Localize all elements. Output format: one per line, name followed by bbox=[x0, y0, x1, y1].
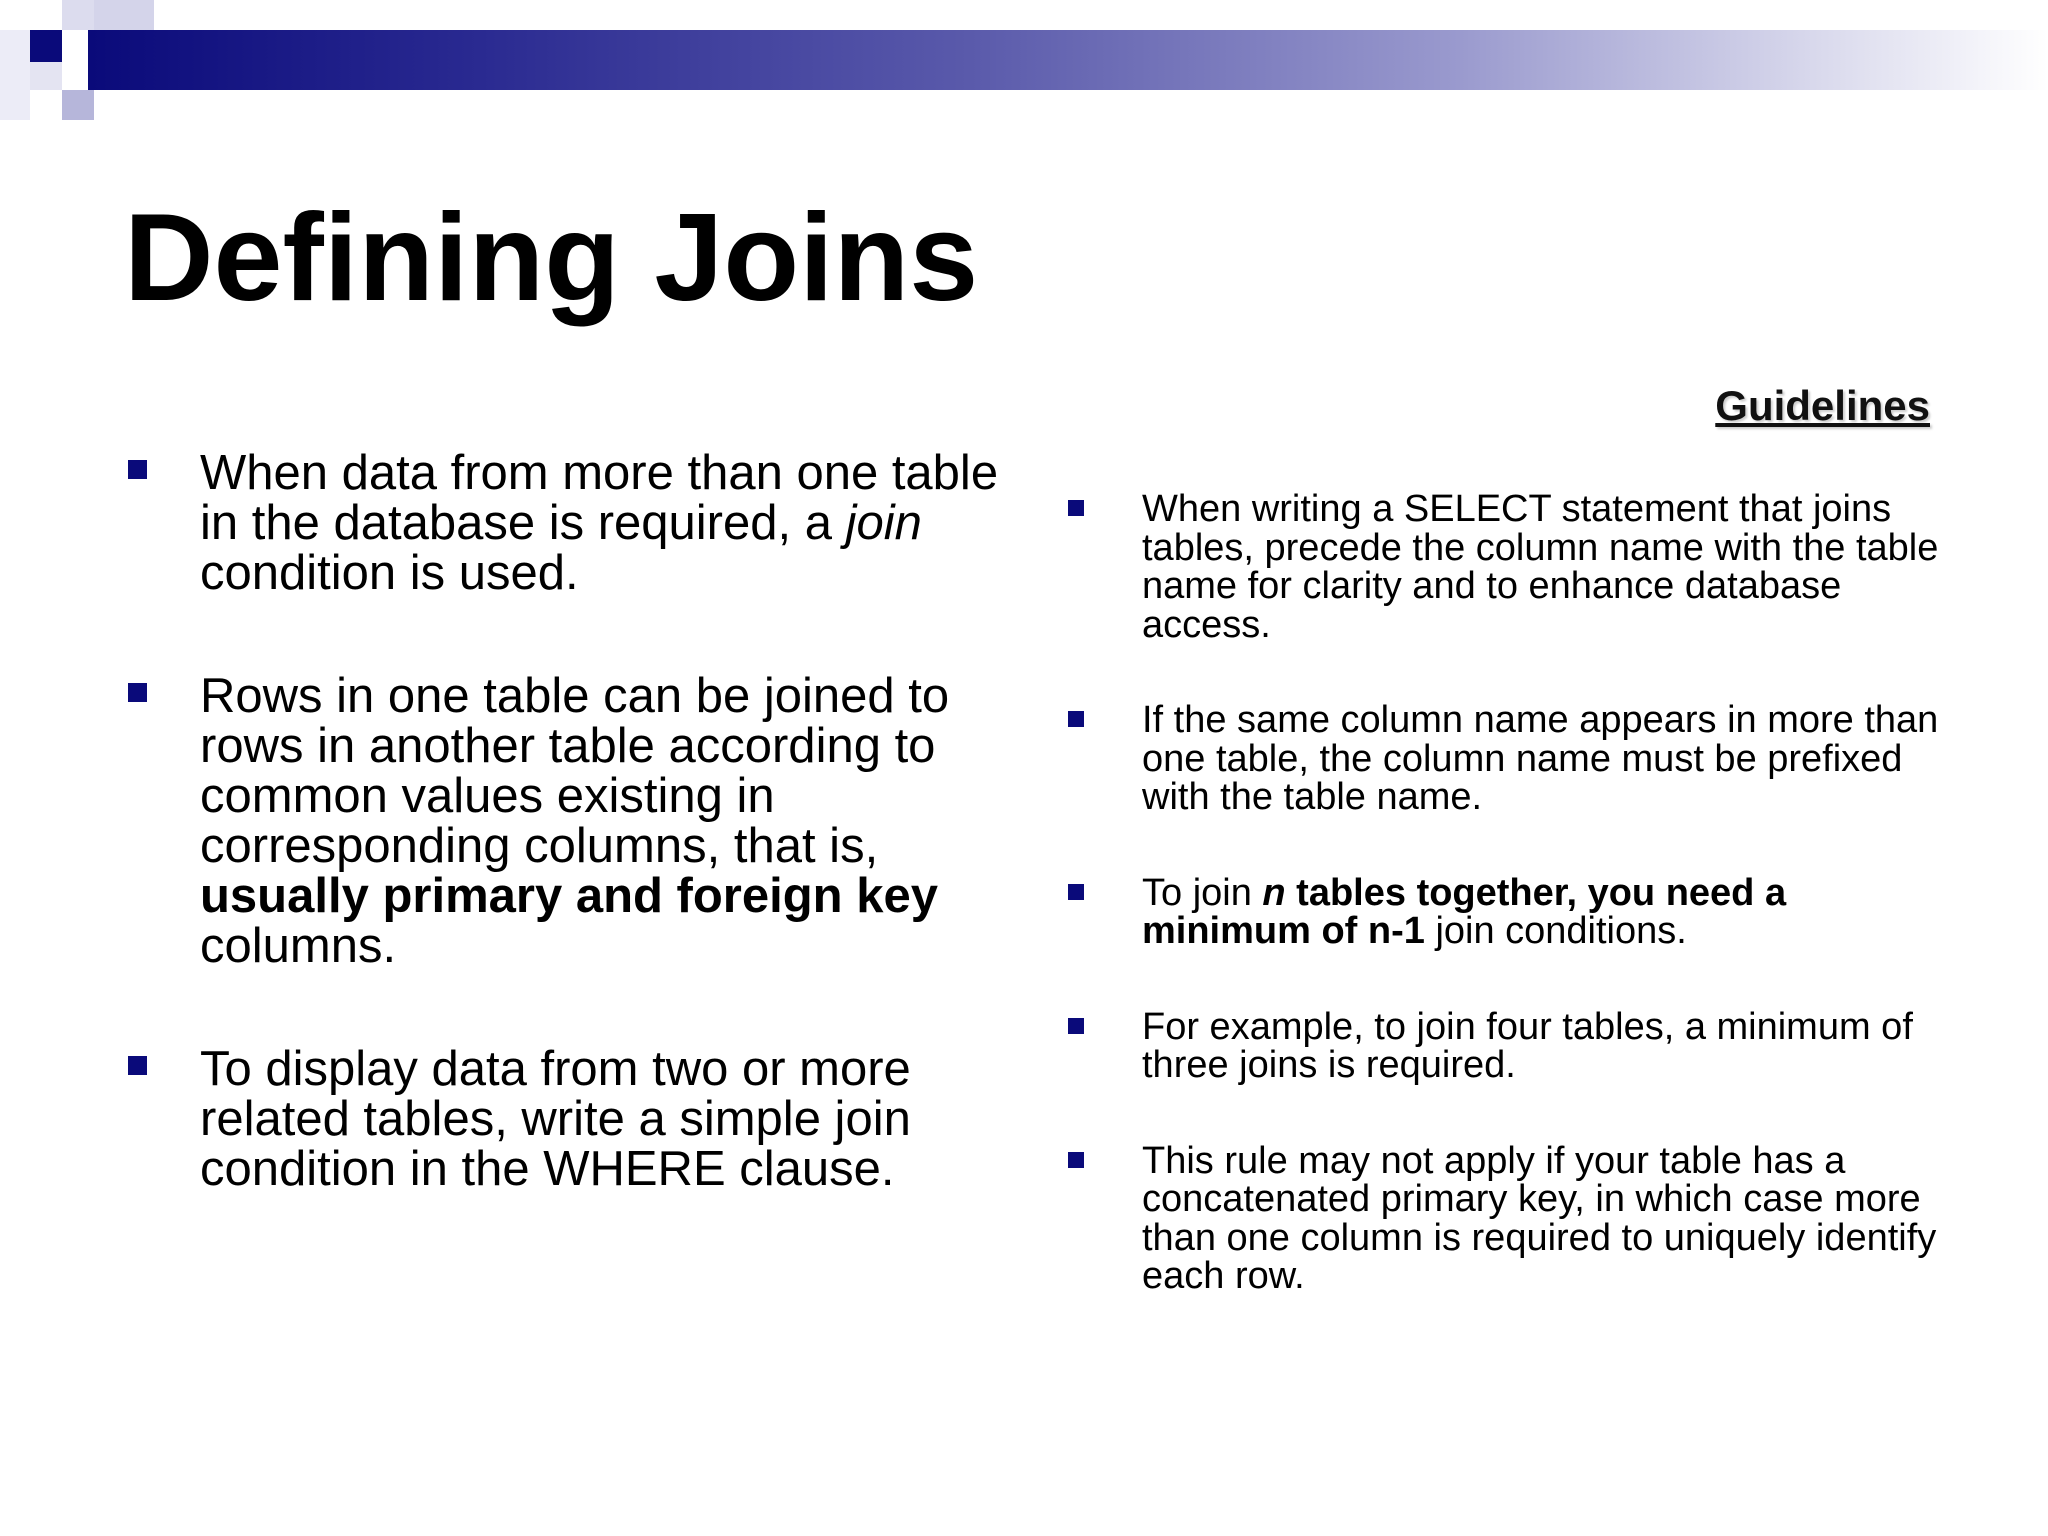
header-gradient-bar bbox=[88, 30, 2048, 90]
square-bullet-icon bbox=[1068, 1152, 1084, 1168]
guideline-item bbox=[1062, 490, 1942, 644]
header-square bbox=[62, 90, 94, 120]
bullet-text-bold: usually primary and foreign key bbox=[200, 869, 938, 923]
square-bullet-icon bbox=[1068, 1018, 1084, 1034]
guideline-text-bold-italic: n bbox=[1262, 871, 1286, 914]
guideline-text: If the same column name appears in more than one table, the column name must be prefixed with the table name. bbox=[1142, 699, 1939, 818]
guideline-text: To join bbox=[1142, 871, 1263, 914]
square-bullet-icon bbox=[128, 1056, 147, 1075]
slide-title: Defining Joins bbox=[124, 189, 979, 327]
guideline-item bbox=[1062, 1139, 1942, 1297]
header-square bbox=[94, 0, 154, 30]
square-bullet-icon bbox=[1068, 711, 1084, 727]
bullet-item bbox=[124, 448, 1004, 598]
bullet-text: When data from more than one table in the database is required, a bbox=[200, 446, 999, 550]
guideline-text: When writing a SELECT statement that joins tables, precede the column name with the table name for clarity and to enhance database access. bbox=[1142, 488, 1939, 646]
bullet-text: To display data from two or more related tables, write a simple join condition in the WHERE clause. bbox=[200, 1042, 911, 1196]
bullet-text-italic: join bbox=[845, 496, 922, 550]
square-bullet-icon bbox=[1068, 884, 1084, 900]
guideline-text-bold: tables together, you need a minimum of n-1 bbox=[1142, 871, 1787, 952]
main-bullet-list bbox=[124, 448, 1004, 1194]
guidelines-heading: Guidelines bbox=[1715, 382, 1930, 429]
guideline-text: join conditions. bbox=[1424, 910, 1687, 952]
bullet-item bbox=[124, 1044, 1004, 1194]
header-square bbox=[62, 0, 94, 30]
bullet-text: Rows in one table can be joined to rows in another table according to common values existing in corresponding columns, that is, bbox=[200, 669, 950, 873]
bullet-text: condition is used. bbox=[200, 546, 579, 600]
square-bullet-icon bbox=[128, 460, 147, 479]
guideline-item bbox=[1062, 871, 1942, 952]
header-square bbox=[30, 62, 62, 90]
guideline-text: This rule may not apply if your table has a concatenated primary key, in which case more than one column is required to uniquely identify each row. bbox=[1142, 1139, 1937, 1297]
guideline-item bbox=[1062, 701, 1942, 817]
bullet-item bbox=[124, 671, 1004, 971]
square-bullet-icon bbox=[1068, 500, 1084, 516]
header-square bbox=[0, 30, 30, 120]
square-bullet-icon bbox=[128, 683, 147, 702]
header-square bbox=[30, 30, 62, 62]
bullet-text: columns. bbox=[200, 919, 397, 973]
guideline-text: For example, to join four tables, a minimum of three joins is required. bbox=[1142, 1005, 1913, 1086]
guidelines-list bbox=[1062, 490, 1942, 1296]
guideline-item bbox=[1062, 1005, 1942, 1086]
